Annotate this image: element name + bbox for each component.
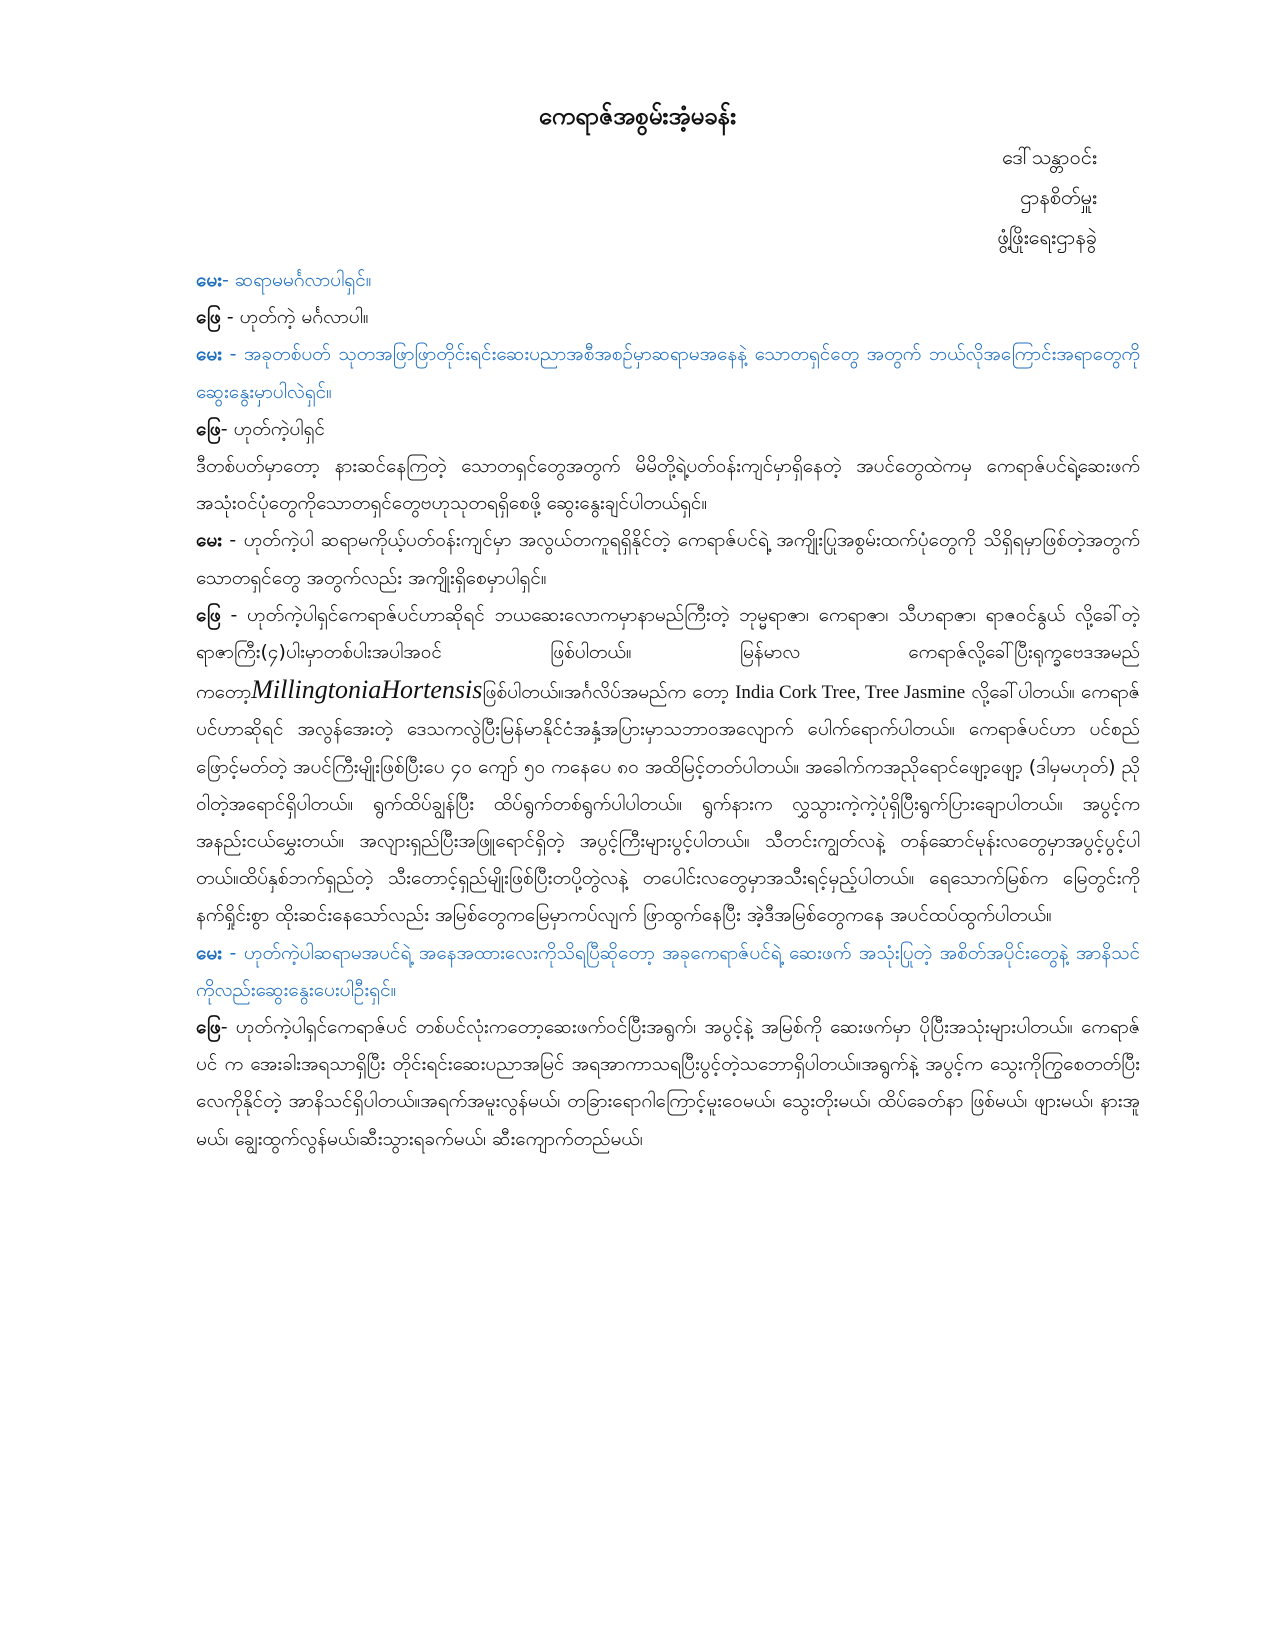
- answer-label: ဖြေ: [196, 306, 221, 329]
- separator: -: [220, 417, 234, 440]
- answer-label: ဖြေ: [196, 1016, 221, 1039]
- separator: -: [222, 941, 244, 964]
- english-name: India Cork Tree, Tree Jasmine: [735, 682, 966, 704]
- answer-label: ဖြေ: [196, 417, 221, 440]
- separator: -: [222, 343, 245, 366]
- question-4: [196, 935, 1140, 1009]
- answer-3: [196, 597, 1140, 935]
- answer-2-continued: ဒီတစ်ပတ်မှာတော့ နားဆင်နေကြတဲ့ သောတရှင်တွေအတွက် မိမိတို့ရဲ့ပတ်ဝန်းကျင်မှာရှိနေတဲ့ အပင်တွေထဲကမှ ကေရာဇ်ပင်ရဲ့ဆေးဖက်အသုံးဝင်ပုံတွေကိုသောတရှင်တွေဗဟုသုတရရှိစေဖို့ ဆွေးနွေးချင်ပါတယ်ရှင်။: [196, 455, 1140, 515]
- answer-4: [196, 1009, 1140, 1158]
- question-label: မေး: [196, 529, 222, 552]
- separator: -: [222, 269, 235, 291]
- interview-body: [196, 262, 1140, 1158]
- separator: -: [220, 306, 240, 329]
- scientific-name: MillingtoniaHortensis: [251, 675, 483, 705]
- answer-text: ဟုတ်ကဲ့ မင်္ဂလာပါ။: [239, 306, 369, 329]
- question-text: ဟုတ်ကဲ့ပါ ဆရာမကိုယ့်ပတ်ဝန်းကျင်မှာ အလွယ်တကူရရှိနိုင်တဲ့ ကေရာဇ်ပင်ရဲ့ အကျိုးပြုအစွမ်းထက်ပုံတွေကို သိရှိရမှာဖြစ်တဲ့အတွက် သောတရှင်တွေ အတွက်လည်း အကျိုးရှိစေမှာပါရှင်။: [196, 529, 1140, 589]
- question-2: [196, 336, 1140, 410]
- answer-text: ဟုတ်ကဲ့ပါရှင်: [233, 417, 325, 440]
- author-department: ဖွံ့ဖြိုးရေးဌာနခွဲ: [997, 225, 1097, 249]
- answer-text-part-1: ဟုတ်ကဲ့ပါရှင်ကေရာဇ်ပင်ဟာဆိုရင် ဘယဆေးလောကမှာနာမည်ကြီးတဲ့ ဘုမ္မရာဇာ၊ ကေရာဇာ၊ သီဟရာဇာ၊ ရာဇဝင်နွယ် လို့ခေါ်တဲ့ ရာဇာကြီး(၄)ပါးမှာတစ်ပါးအပါအဝင် ဖြစ်ပါတယ်။ မြန်မာလ ကေရာဇ်လို့ခေါ်ပြီးရုက္ခဗေဒအမည်ကတော့: [196, 603, 1141, 704]
- separator: -: [220, 1016, 236, 1039]
- answer-text-part-2: ဖြစ်ပါတယ်။အင်္ဂလိပ်အမည်က တော့: [482, 681, 736, 704]
- question-text: ဟုတ်ကဲ့ပါဆရာမအပင်ရဲ့ အနေအထားလေးကိုသိရပြီဆိုတော့ အခုကေရာဇ်ပင်ရဲ့ ဆေးဖက် အသုံးပြုတဲ့ အစိတ်အပိုင်းတွေနဲ့ အာနိသင်ကိုလည်းဆွေးနွေးပေးပါဦးရှင်။: [196, 941, 1141, 1001]
- answer-text: ဟုတ်ကဲ့ပါရှင်ကေရာဇ်ပင် တစ်ပင်လုံးကတော့ဆေးဖက်ဝင်ပြီးအရွက်၊ အပွင့်နဲ့ အမြစ်ကို ဆေးဖက်မှာ ပိုပြီးအသုံးများပါတယ်။ ကေရာဇ်ပင် က အေးခါးအရသာရှိပြီး တိုင်းရင်းဆေးပညာအမြင် အရအာကာသရပြီးပွင့်တဲ့သဘောရှိပါတယ်။အရွက်နဲ့ အပွင့်က သွေးကိုကြွစေတတ်ပြီးလေကိုနိုင်တဲ့ အာနိသင်ရှိပါတယ်။အရက်အမူးလွန်မယ်၊ တခြားရောဂါကြောင့်မူးဝေမယ်၊ သွေးတိုးမယ်၊ ထိပ်ခေတ်နာ ဖြစ်မယ်၊ ဖျားမယ်၊ နားအူမယ်၊ ချွေးထွက်လွန်မယ်၊ဆီးသွားရခက်မယ်၊ ဆီးကျောက်တည်မယ်၊: [196, 1016, 1141, 1150]
- question-label: မေး: [196, 269, 222, 291]
- question-text: ဆရာမမင်္ဂလာပါရှင်။: [234, 269, 372, 291]
- answer-2: [196, 411, 1140, 448]
- separator: -: [222, 529, 244, 552]
- question-label: မေး: [196, 343, 222, 366]
- separator: -: [220, 603, 248, 626]
- author-position: ဌာနစိတ်မှူး: [1020, 185, 1097, 209]
- question-3: [196, 522, 1140, 596]
- author-name: ဒေါ်သန္တာဝင်း: [1002, 145, 1097, 169]
- question-1: [196, 262, 1140, 299]
- answer-label: ဖြေ: [196, 603, 221, 626]
- question-text: အခုတစ်ပတ် သုတအဖြာဖြာတိုင်းရင်းဆေးပညာအစီအစဉ်မှာဆရာမအနေနဲ့ သောတရှင်တွေ အတွက် ဘယ်လိုအကြောင်းအရာတွေကိုဆွေးနွေးမှာပါလဲရှင်။: [196, 343, 1140, 403]
- answer-text-part-3: လို့ခေါ်ပါတယ်။ ကေရာဇ်ပင်ဟာဆိုရင် အလွန်အေးတဲ့ ဒေသကလွဲပြီးမြန်မာနိုင်ငံအနှံ့အပြားမှာသဘာဝအလျောက် ပေါက်ရောက်ပါတယ်။ ကေရာဇ်ပင်ဟာ ပင်စည်ဖြောင့်မတ်တဲ့ အပင်ကြီးမျိုးဖြစ်ပြီးပေ ၄၀ ကျော် ၅၀ ကနေပေ ၈၀ အထိမြင့်တတ်ပါတယ်။ အခေါက်ကအညိုရောင်ဖျော့ဖျော့ (ဒါမှမဟုတ်) ညိုဝါတဲ့အရောင်ရှိပါတယ်။ ရွက်ထိပ်ချွန်ပြီး ထိပ်ရွက်တစ်ရွက်ပါပါတယ်။ ရွက်နားက လွှသွားကဲ့ကဲ့ပုံရှိပြီးရွက်ပြားချောပါတယ်။ အပွင့်က အနည်းငယ်မွှေးတယ်။ အလျားရှည်ပြီးအဖြူရောင်ရှိတဲ့ အပွင့်ကြီးများပွင့်ပါတယ်။ သီတင်းကျွတ်လနဲ့ တန်ဆောင်မုန်းလတွေမှာအပွင့်ပွင့်ပါတယ်။ထိပ်နှစ်ဘက်ရှည်တဲ့ သီးတောင့်ရှည်မျိုးဖြစ်ပြီးတပို့တွဲလနဲ့ တပေါင်းလတွေမှာအသီးရင့်မှည့်ပါတယ်။ ရေသောက်မြစ်က မြေတွင်းကိုနက်ရှိုင်းစွာ ထိုးဆင်းနေသော်လည်း အမြစ်တွေကမြေမှာကပ်လျက် ဖြာထွက်နေပြီး အဲ့ဒီအမြစ်တွေကနေ အပင်ထပ်ထွက်ပါတယ်။: [196, 681, 1140, 927]
- page-title: ကေရာဇ်အစွမ်းအံ့မခန်း: [538, 102, 737, 130]
- answer-1: [196, 299, 1140, 336]
- question-label: မေး: [196, 941, 222, 964]
